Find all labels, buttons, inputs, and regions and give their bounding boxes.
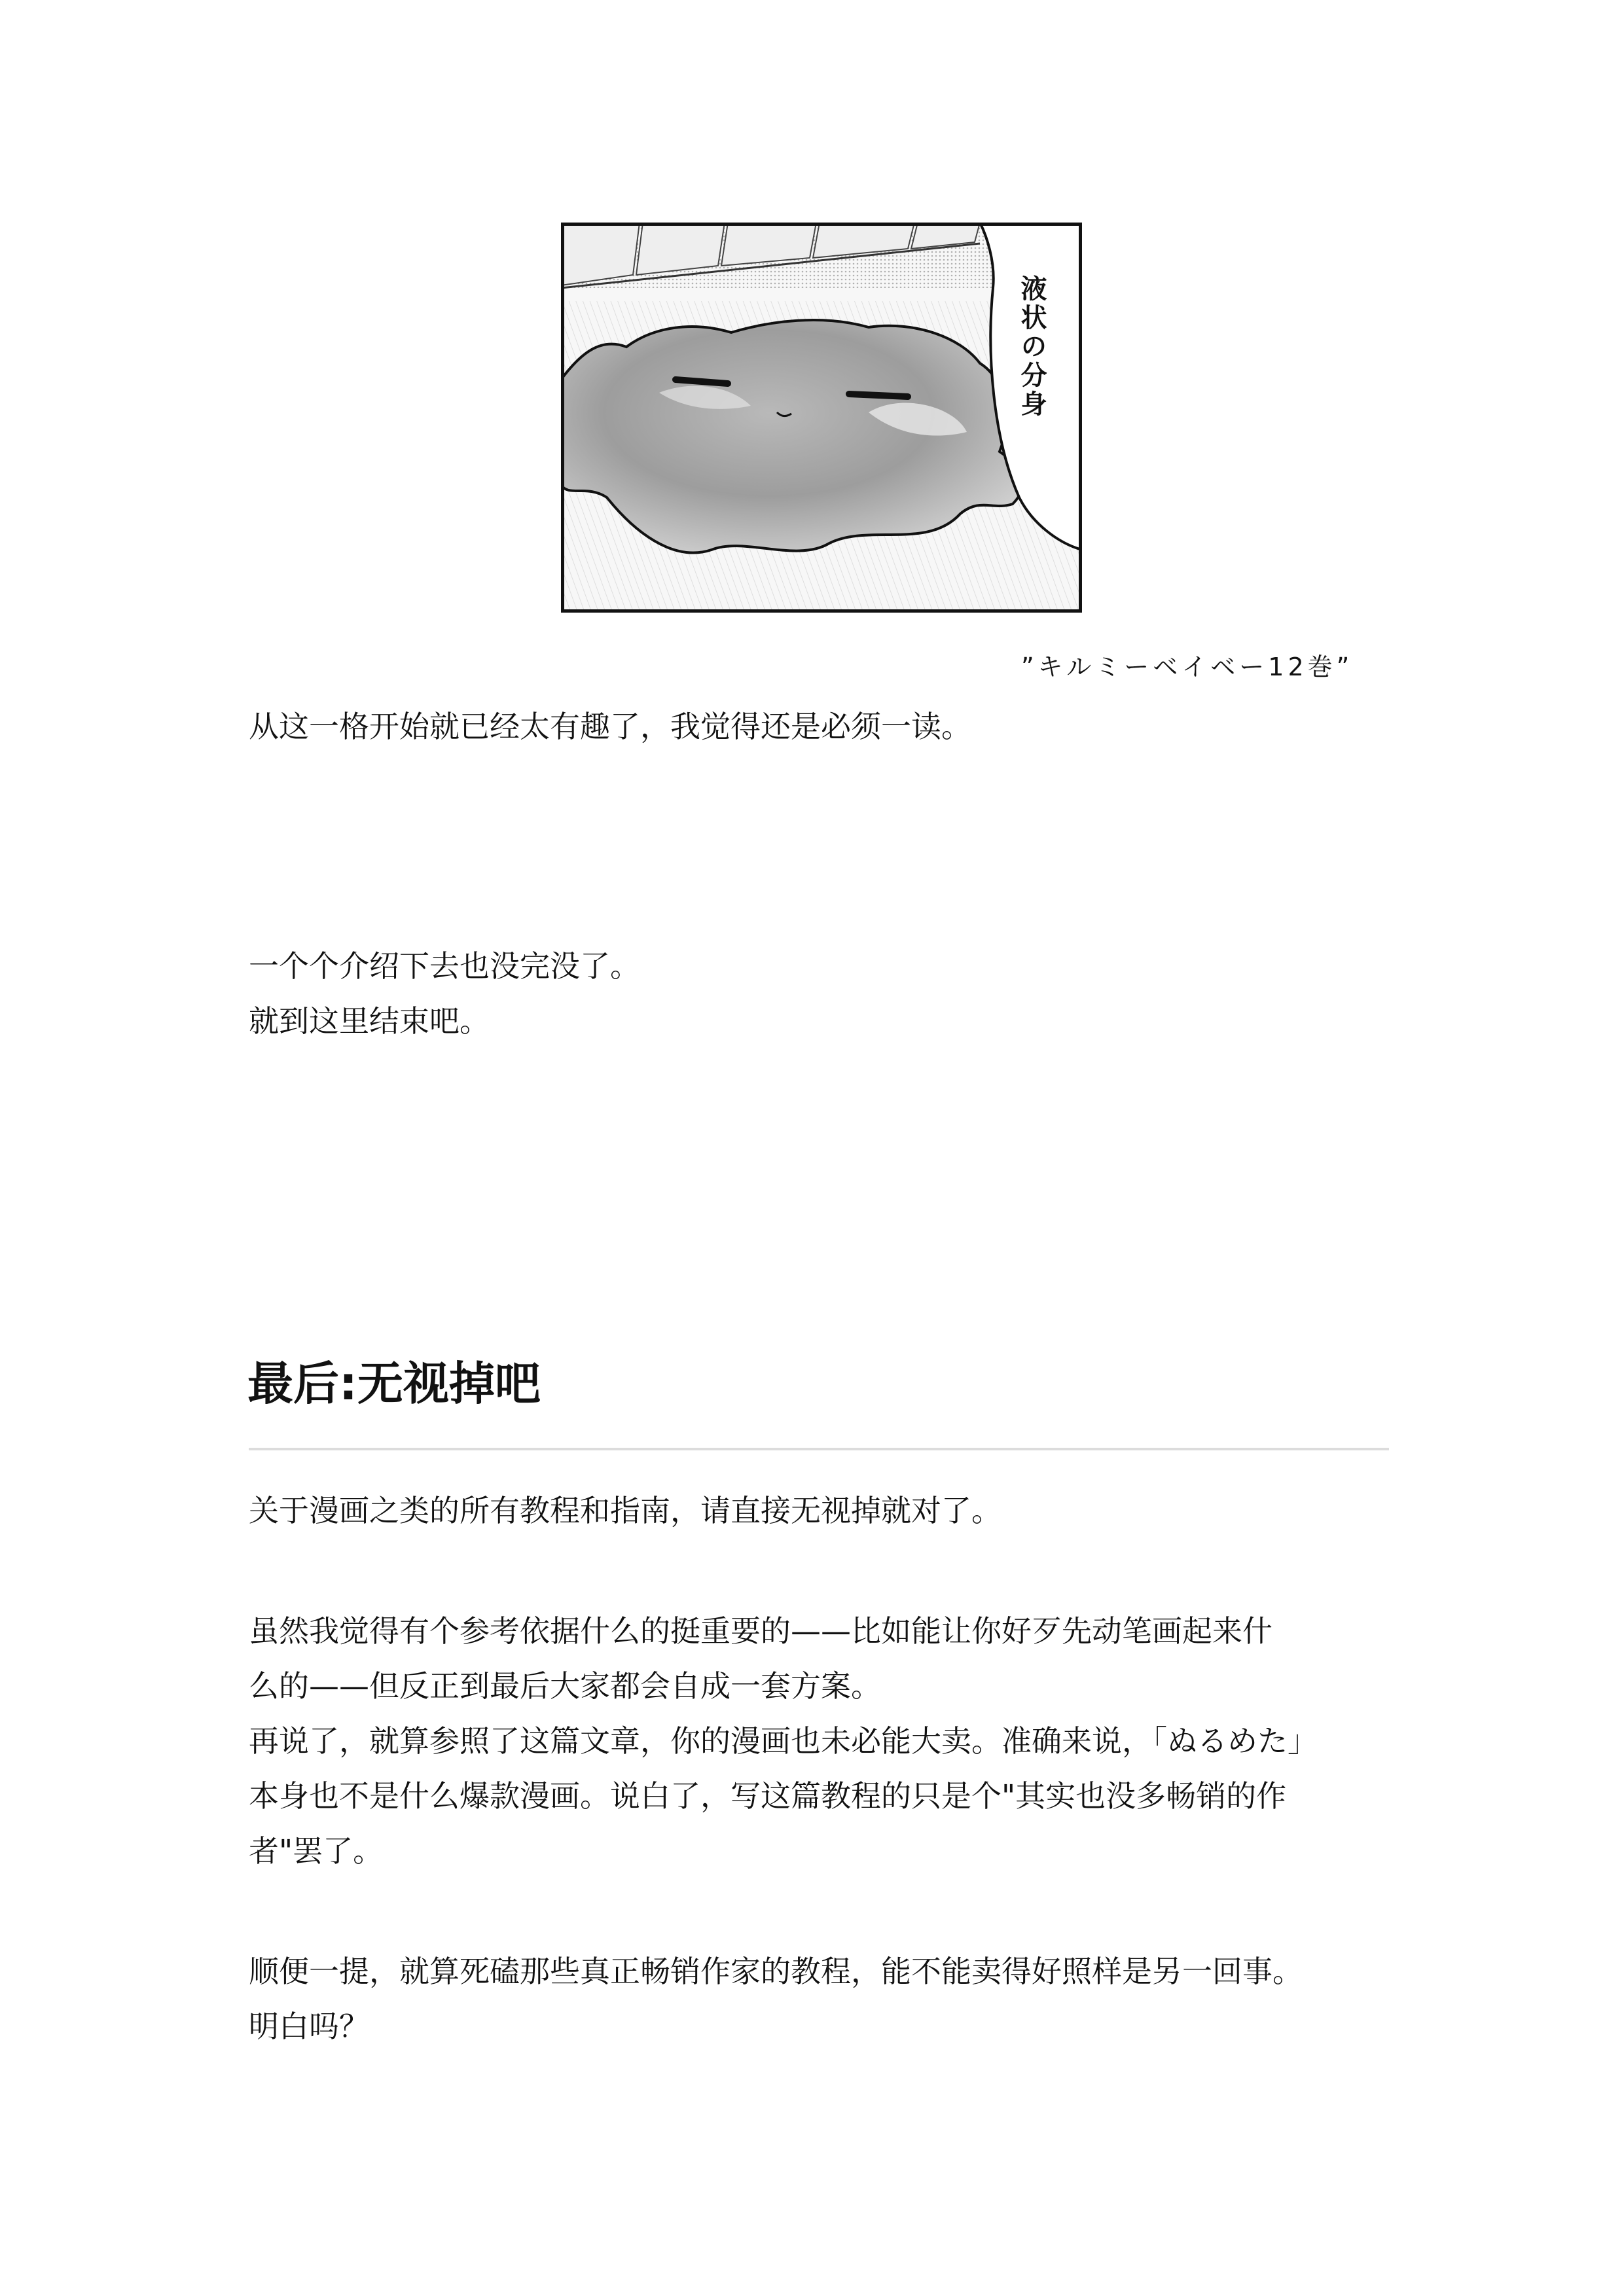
section-paragraph-3-line-1: 顺便一提，就算死磕那些真正畅销作家的教程，能不能卖得好照样是另一回事。 [249,1954,1303,1989]
intro-paragraph: 从这一格开始就已经太有趣了，我觉得还是必须一读。 [249,709,971,744]
manga-panel-image [561,223,1082,613]
section-paragraph-2-line-1: 虽然我觉得有个参考依据什么的挺重要的——比如能让你好歹先动笔画起来什 [249,1613,1272,1649]
section-paragraph-2-line-4: 本身也不是什么爆款漫画。说白了，写这篇教程的只是个"其实也没多畅销的作 [249,1778,1287,1814]
section-divider [249,1448,1389,1450]
section-paragraph-1: 关于漫画之类的所有教程和指南，请直接无视掉就对了。 [249,1493,1001,1528]
figure-caption: ”キルミーベイベー12巻” [1021,653,1354,681]
section-paragraph-3-line-2: 明白吗？ [249,2009,369,2044]
closing-line-2: 就到这里结束吧。 [249,1003,490,1039]
section-heading: 最后:无视掉吧 [247,1357,541,1410]
section-paragraph-2-line-2: 么的——但反正到最后大家都会自成一套方案。 [249,1668,881,1704]
speech-bubble-text: 液状の分身 [1017,275,1047,419]
section-paragraph-2-line-5: 者"罢了。 [249,1833,384,1869]
closing-line-1: 一个个介绍下去也没完没了。 [249,948,640,984]
section-paragraph-2-line-3: 再说了，就算参照了这篇文章，你的漫画也未必能大卖。准确来说，「ぬるめた」 [249,1723,1318,1759]
